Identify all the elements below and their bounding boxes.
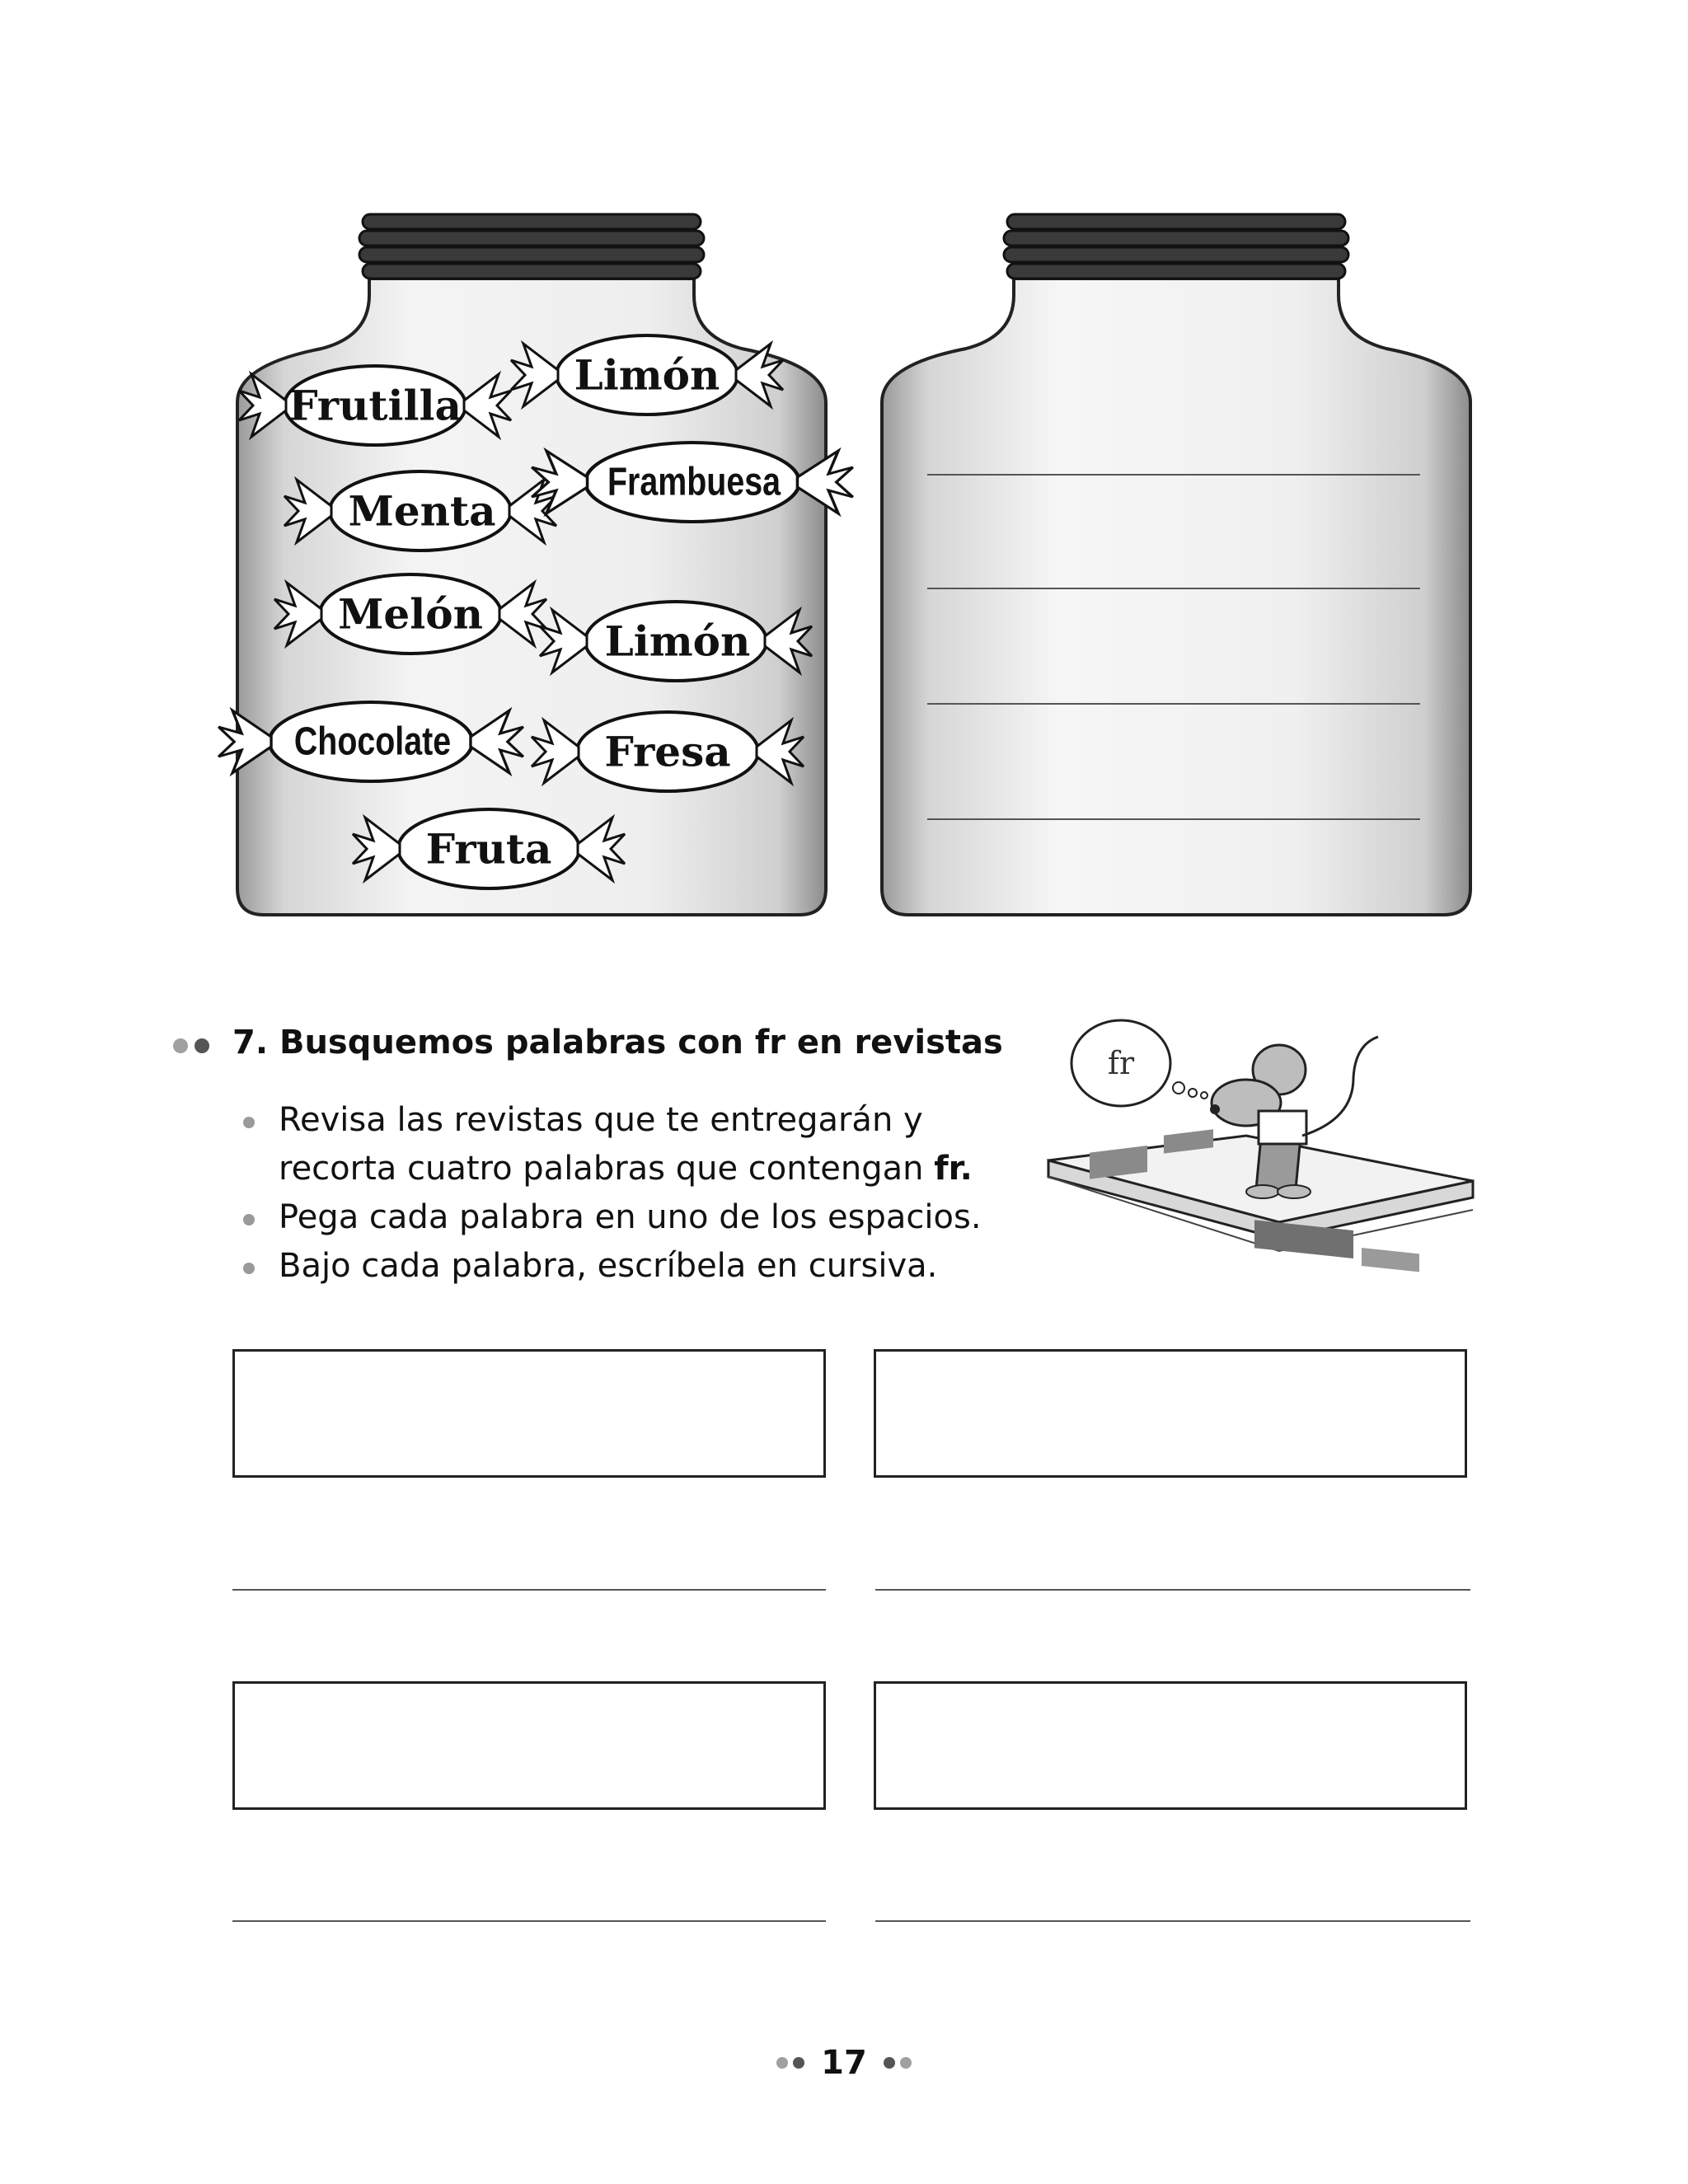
instruction-list (233, 1096, 982, 1291)
instruction-item: Bajo cada palabra, escríbela en cursiva. (233, 1242, 982, 1291)
candy-label-limon: Limón (574, 350, 720, 400)
candy-label-limon-2: Limón (604, 616, 751, 666)
cursive-writing-line[interactable] (875, 1589, 1470, 1591)
paste-box[interactable] (232, 1349, 826, 1478)
jar-writing-line[interactable] (927, 474, 1420, 476)
jar-writing-line[interactable] (927, 703, 1420, 705)
jar-writing-line[interactable] (927, 588, 1420, 589)
page-footer (0, 2044, 1688, 2082)
paste-box[interactable] (874, 1681, 1467, 1810)
candy-label-fruta: Fruta (425, 824, 552, 874)
candy-label-frambuesa: Frambuesa (607, 460, 781, 504)
paste-box[interactable] (232, 1681, 826, 1810)
page-number: 17 (821, 2044, 867, 2082)
jar-writing-line[interactable] (927, 818, 1420, 820)
candy-label-fresa: Fresa (604, 727, 731, 776)
instruction-item: Pega cada palabra en uno de los espacios. (233, 1193, 982, 1242)
exercise-title: 7. Busquemos palabras con fr en revistas (232, 1024, 1003, 1062)
cursive-writing-line[interactable] (875, 1920, 1470, 1922)
mouse-reading-magazine-illustration (1040, 1012, 1485, 1317)
candy-label-frutilla: Frutilla (288, 381, 462, 430)
candy-label-melon: Melón (338, 589, 483, 639)
candy-label-menta: Menta (348, 486, 496, 536)
cursive-writing-line[interactable] (232, 1589, 826, 1591)
paste-box[interactable] (874, 1349, 1467, 1478)
thought-bubble-text: fr (1107, 1045, 1135, 1081)
candy-label-chocolate: Chocolate (293, 719, 452, 764)
instruction-item: Revisa las revistas que te entregarán y recorta cuatro palabras que contengan fr. (233, 1096, 982, 1193)
cursive-writing-line[interactable] (232, 1920, 826, 1922)
section-marker (173, 1038, 209, 1053)
